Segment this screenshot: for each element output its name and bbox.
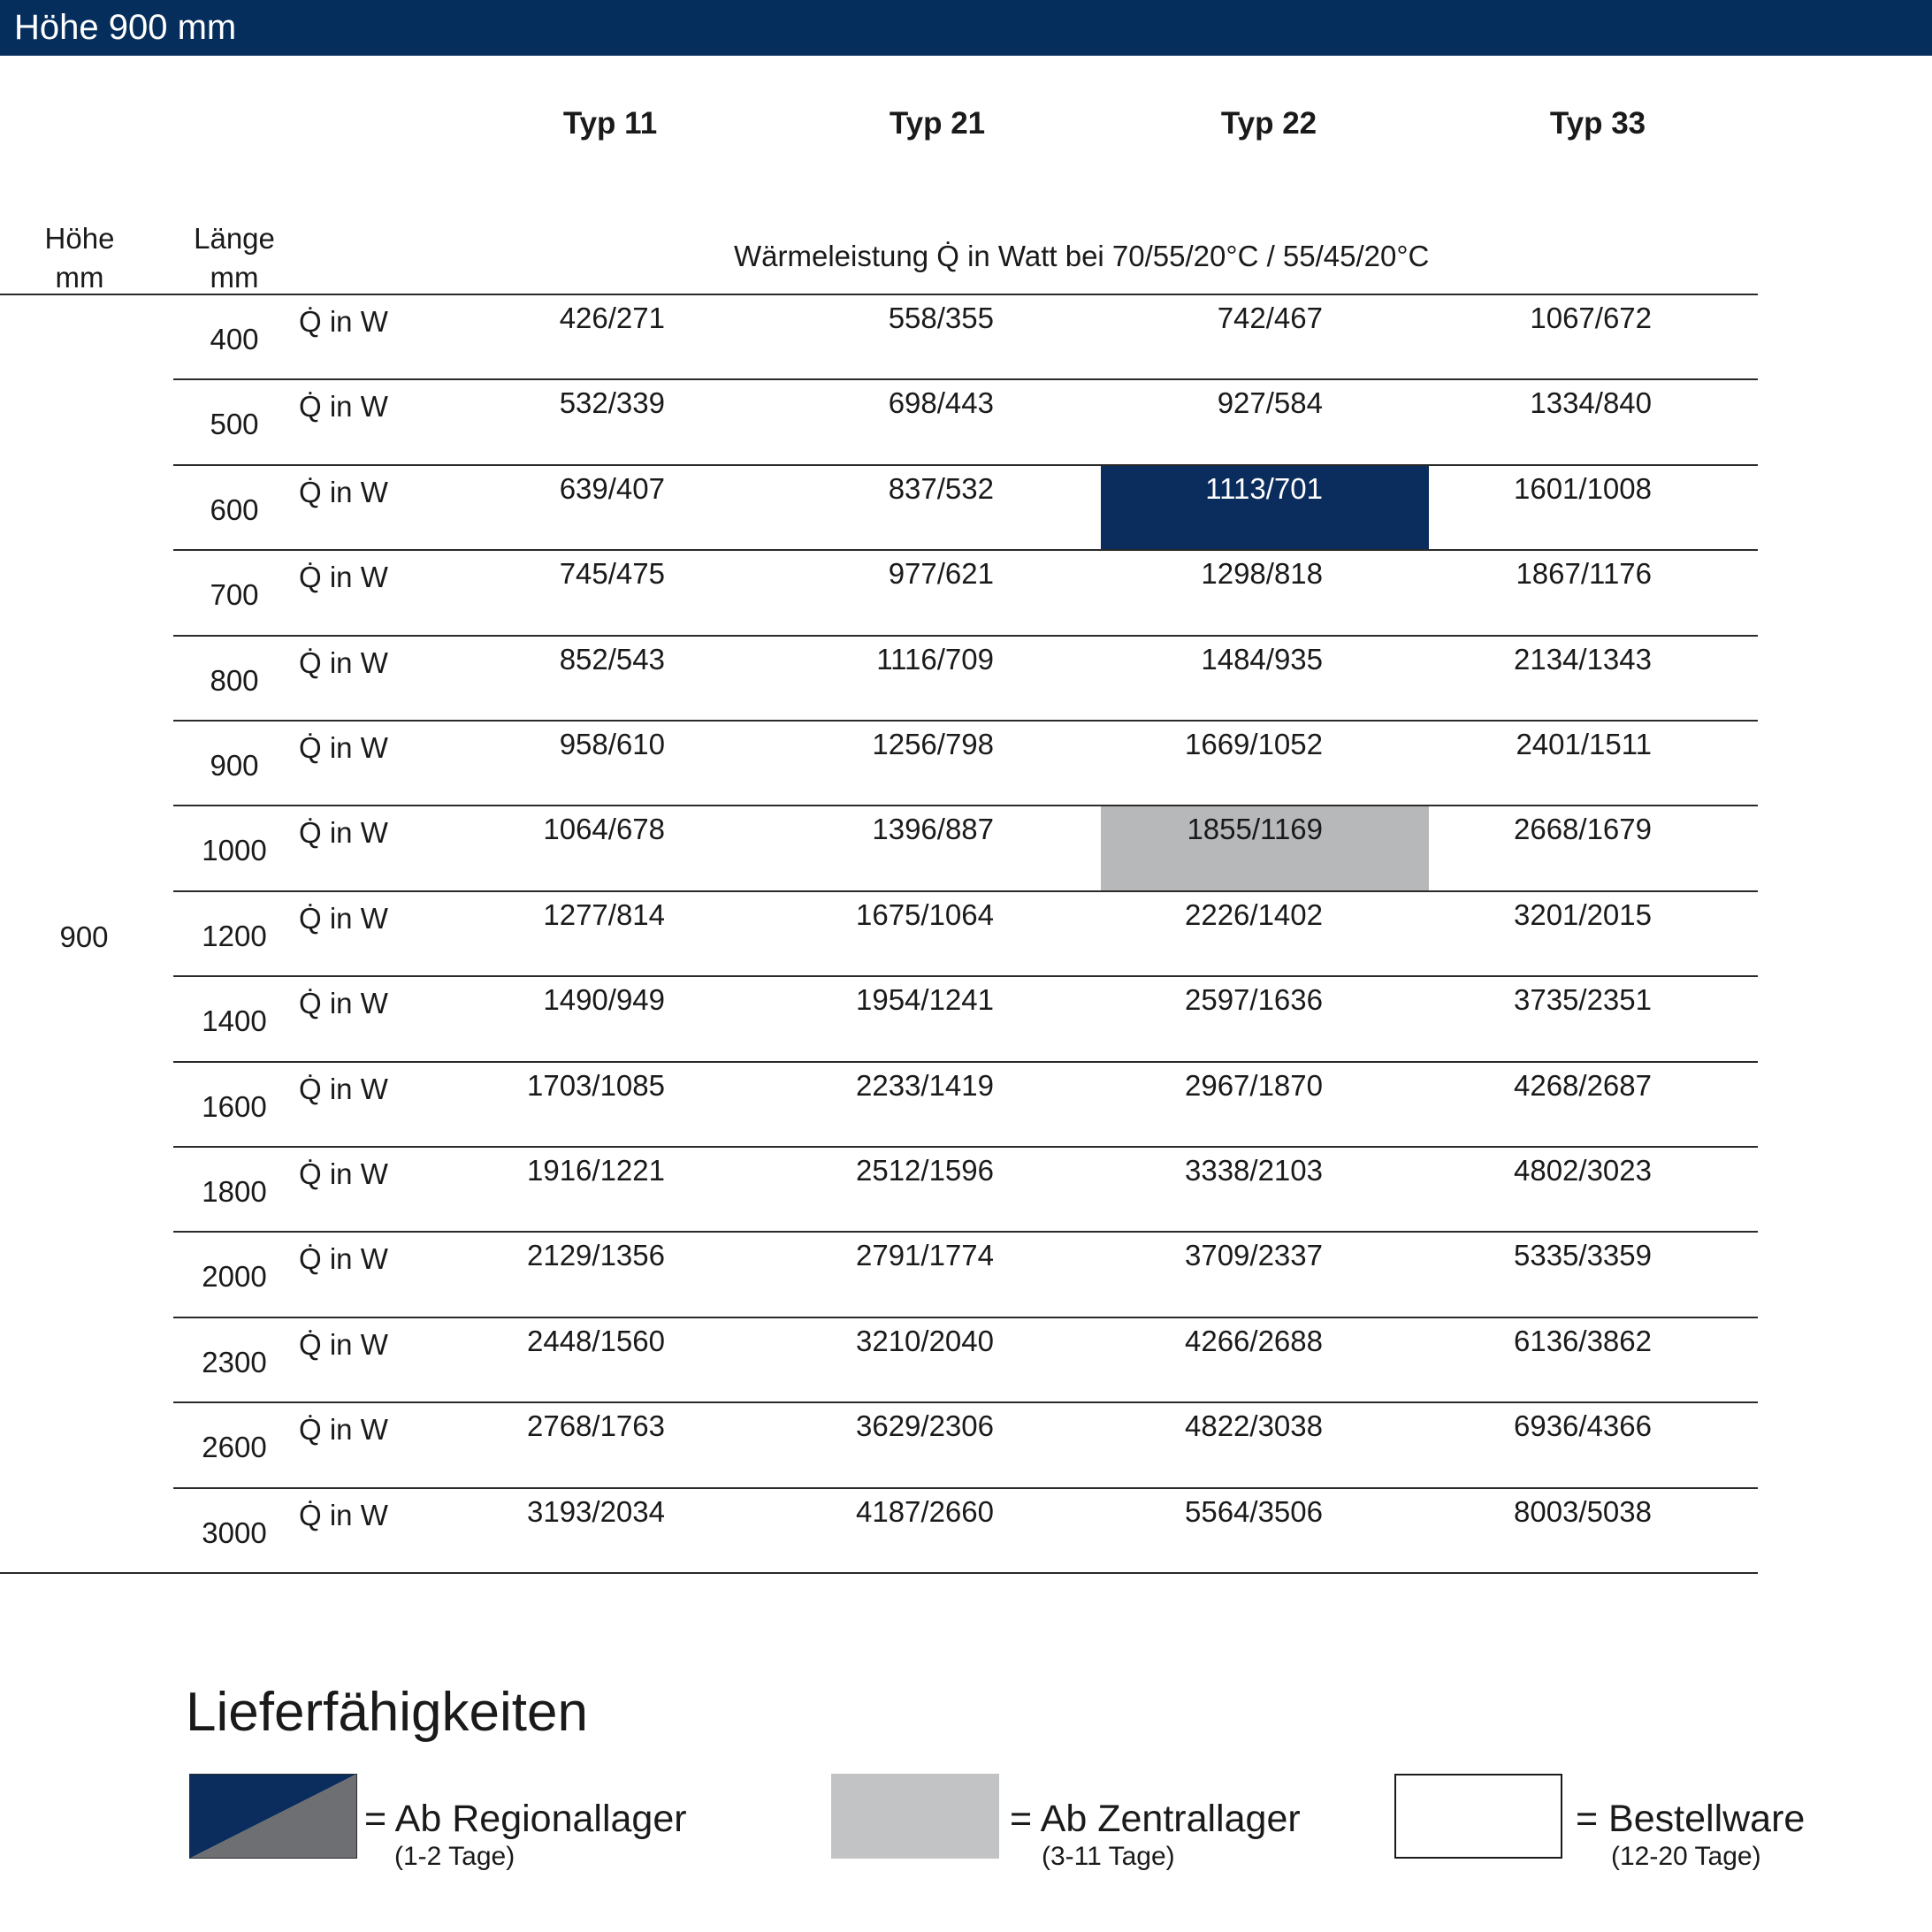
q-unit-label: Q̇ in W: [299, 645, 388, 679]
q-unit-label: Q̇ in W: [299, 987, 388, 1020]
table-cell: 2134/1343: [1514, 642, 1652, 676]
table-cell: 558/355: [888, 302, 994, 334]
table-cell: 1484/935: [1201, 642, 1323, 676]
table-cell: 3210/2040: [856, 1324, 994, 1357]
table-cell: 4822/3038: [1185, 1409, 1323, 1443]
laenge-value: 1400: [202, 1004, 267, 1038]
type-header-22: Typ 22: [1220, 106, 1317, 141]
row-divider: [173, 720, 1758, 722]
legend-title: Lieferfähigkeiten: [186, 1682, 588, 1743]
table-cell: 3201/2015: [1514, 897, 1652, 931]
q-unit-label: Q̇ in W: [299, 1498, 388, 1531]
legend-label-regional: = Ab Regionallager: [364, 1798, 687, 1840]
table-cell: 2129/1356: [527, 1239, 665, 1272]
legend-sub-regional: (1-2 Tage): [394, 1842, 515, 1871]
table-cell: 1916/1221: [527, 1154, 665, 1187]
laenge-value: 2300: [202, 1345, 267, 1378]
table-cell: 977/621: [888, 557, 994, 591]
laenge-value: 2000: [202, 1260, 267, 1294]
table-cell: 1116/709: [876, 642, 994, 676]
table-cell: 3193/2034: [527, 1494, 665, 1528]
table-cell: 837/532: [888, 471, 994, 505]
row-divider: [173, 805, 1758, 806]
table-cell: 3709/2337: [1185, 1239, 1323, 1272]
row-divider: [173, 890, 1758, 892]
q-unit-label: Q̇ in W: [299, 390, 388, 424]
table-cell: 3735/2351: [1514, 983, 1652, 1017]
table-cell: 3338/2103: [1185, 1154, 1323, 1187]
table-cell: 927/584: [1217, 386, 1323, 420]
legend-sub-bestellware: (12-20 Tage): [1611, 1842, 1761, 1871]
table-cell: 6936/4366: [1514, 1409, 1652, 1443]
table-cell: 5564/3506: [1185, 1494, 1323, 1528]
q-unit-label: Q̇ in W: [299, 305, 388, 338]
table-cell: 8003/5038: [1514, 1494, 1652, 1528]
table-cell: 2226/1402: [1185, 897, 1323, 931]
column-header-laenge: Länge mm: [194, 222, 275, 294]
legend-swatch-bestellware: [1394, 1774, 1562, 1859]
table-cell: 1954/1241: [856, 983, 994, 1017]
table-cell: 1396/887: [872, 813, 994, 846]
laenge-value: 700: [210, 578, 259, 612]
table-cell: 6136/3862: [1514, 1324, 1652, 1357]
legend-sub-zentral: (3-11 Tage): [1042, 1842, 1175, 1871]
table-cell: 1867/1176: [1516, 557, 1652, 591]
legend-label-bestellware: = Bestellware: [1576, 1798, 1806, 1840]
laenge-value: 3000: [202, 1516, 267, 1549]
row-divider: [173, 1061, 1758, 1063]
row-divider: [173, 1231, 1758, 1233]
laenge-value: 900: [210, 749, 259, 782]
table-cell: 745/475: [559, 557, 665, 591]
table-cell: 1334/840: [1530, 386, 1652, 420]
table-cell: 4802/3023: [1514, 1154, 1652, 1187]
table-cell: 4266/2688: [1185, 1324, 1323, 1357]
table-cell: 1490/949: [543, 983, 665, 1017]
laenge-value: 1000: [202, 834, 267, 867]
table-cell: 4268/2687: [1514, 1068, 1652, 1102]
q-unit-label: Q̇ in W: [299, 475, 388, 508]
row-divider: [173, 1146, 1758, 1148]
table-cell: 1064/678: [543, 813, 665, 846]
table-cell: 1113/701: [1205, 471, 1323, 505]
column-header-hoehe: Höhe mm: [44, 222, 115, 294]
row-divider: [173, 1487, 1758, 1489]
row-divider: [173, 1317, 1758, 1318]
table-cell: 4187/2660: [856, 1494, 994, 1528]
table-cell: 1675/1064: [856, 897, 994, 931]
type-header-21: Typ 21: [889, 106, 986, 141]
row-divider: [173, 378, 1758, 380]
legend-swatch-zentral: [831, 1774, 999, 1859]
q-unit-label: Q̇ in W: [299, 816, 388, 850]
q-unit-label: Q̇ in W: [299, 731, 388, 764]
row-divider: [173, 464, 1758, 466]
regional-swatch-graphic: [189, 1774, 357, 1859]
table-cell: 532/339: [559, 386, 665, 420]
q-unit-label: Q̇ in W: [299, 1242, 388, 1276]
row-divider: [173, 1401, 1758, 1403]
table-cell: 2512/1596: [856, 1154, 994, 1187]
title-bar: [0, 0, 1932, 56]
laenge-value: 400: [210, 323, 259, 355]
table-bottom-rule: [0, 1572, 1758, 1574]
q-unit-label: Q̇ in W: [299, 901, 388, 935]
table-cell: 5335/3359: [1514, 1239, 1652, 1272]
laenge-value: 500: [210, 408, 259, 441]
q-unit-label: Q̇ in W: [299, 1157, 388, 1190]
table-cell: 958/610: [559, 728, 665, 760]
table-cell: 1855/1169: [1187, 813, 1323, 846]
q-unit-label: Q̇ in W: [299, 561, 388, 594]
table-cell: 1669/1052: [1185, 728, 1323, 760]
table-cell: 2448/1560: [527, 1324, 665, 1357]
table-top-rule: [0, 294, 1758, 295]
legend-swatch-regional: [189, 1774, 357, 1859]
table-cell: 742/467: [1217, 302, 1323, 334]
table-cell: 1067/672: [1530, 302, 1652, 334]
table-cell: 639/407: [559, 471, 665, 505]
q-unit-label: Q̇ in W: [299, 1413, 388, 1447]
table-cell: 852/543: [559, 642, 665, 676]
table-cell: 1256/798: [872, 728, 994, 760]
laenge-value: 1200: [202, 919, 267, 952]
laenge-value: 2600: [202, 1431, 267, 1464]
table-cell: 2791/1774: [856, 1239, 994, 1272]
table-cell: 2668/1679: [1514, 813, 1652, 846]
table-cell: 1277/814: [543, 897, 665, 931]
table-cell: 2233/1419: [856, 1068, 994, 1102]
table-cell: 2597/1636: [1185, 983, 1323, 1017]
table-cell: 1703/1085: [527, 1068, 665, 1102]
type-header-11: Typ 11: [562, 106, 658, 141]
laenge-value: 600: [210, 493, 259, 526]
table-cell: 3629/2306: [856, 1409, 994, 1443]
laenge-value: 1800: [202, 1175, 267, 1208]
table-cell: 2768/1763: [527, 1409, 665, 1443]
legend-label-zentral: = Ab Zentrallager: [1010, 1798, 1301, 1840]
table-cell: 2967/1870: [1185, 1068, 1323, 1102]
q-unit-label: Q̇ in W: [299, 1072, 388, 1105]
type-header-33: Typ 33: [1549, 106, 1646, 141]
row-divider: [173, 635, 1758, 637]
laenge-value: 1600: [202, 1089, 267, 1123]
row-divider: [173, 975, 1758, 977]
row-divider: [173, 549, 1758, 551]
table-cell: 1601/1008: [1514, 471, 1652, 505]
table-cell: 698/443: [888, 386, 994, 420]
height-value: 900: [59, 920, 109, 953]
laenge-value: 800: [210, 663, 259, 697]
table-cell: 1298/818: [1201, 557, 1323, 591]
q-unit-label: Q̇ in W: [299, 1327, 388, 1361]
page-title: Höhe 900 mm: [14, 8, 237, 47]
table-subtitle: Wärmeleistung Q̇ in Watt bei 70/55/20°C / 55/45/20°C: [734, 240, 1430, 272]
table-cell: 2401/1511: [1516, 728, 1652, 760]
table-cell: 426/271: [559, 302, 665, 334]
